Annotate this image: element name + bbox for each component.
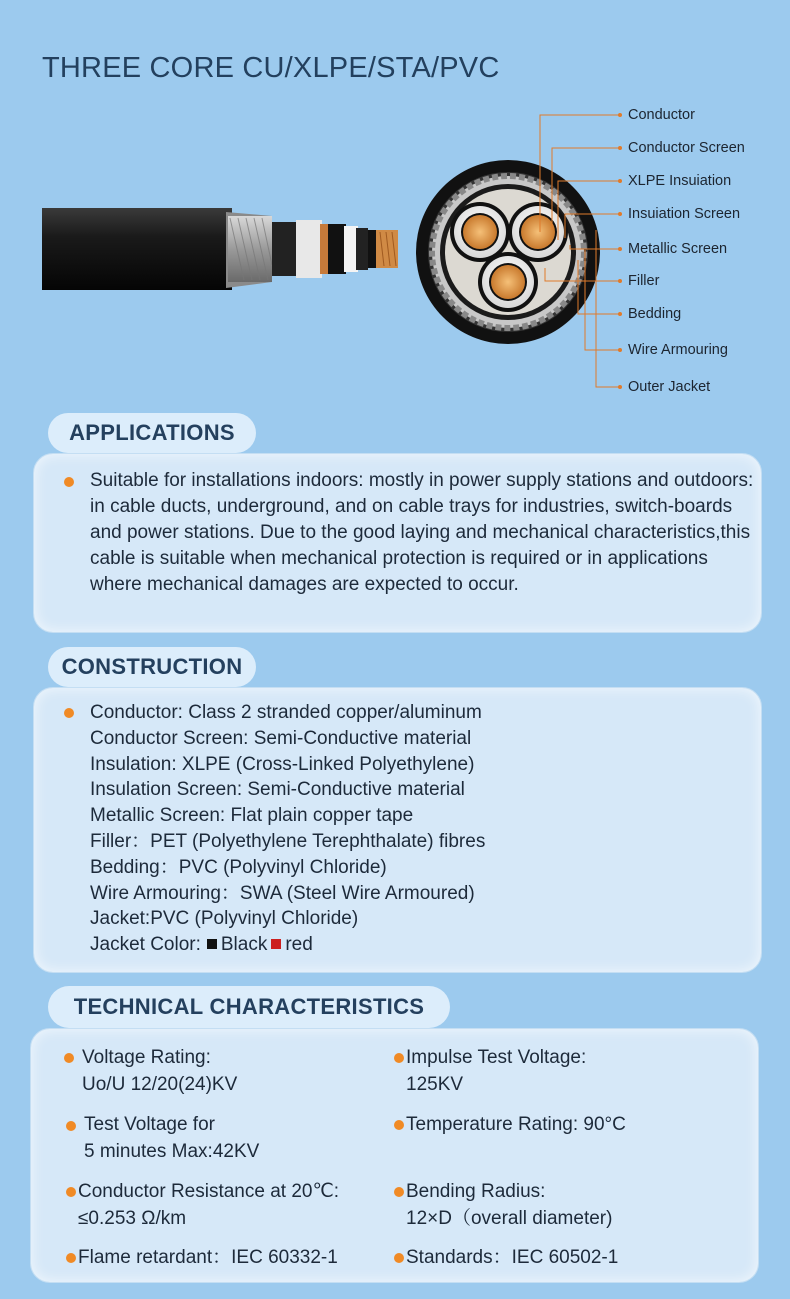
bending-radius (406, 1178, 612, 1232)
black-swatch-icon (207, 939, 217, 949)
construction-item: Bedding：PVC (Polyvinyl Chloride) (90, 856, 387, 878)
jacket-color-row (90, 932, 485, 958)
label-filler: Filler (628, 273, 660, 289)
impulse-bullet (394, 1053, 404, 1063)
cable-cross-section (416, 160, 600, 344)
label-insulation-screen: Insuiation Screen (628, 206, 741, 222)
resistance-bullet (66, 1187, 76, 1197)
technical-heading: TECHNICAL CHARACTERISTICS (48, 986, 450, 1028)
label-conductor: Conductor (628, 107, 695, 123)
applications-heading: APPLICATIONS (48, 413, 256, 453)
temperature-rating: Temperature Rating: 90°C (406, 1114, 626, 1135)
temperature-bullet (394, 1120, 404, 1130)
bending-label: Bending Radius: (406, 1181, 546, 1202)
construction-item: Metallic Screen: Flat plain copper tape (90, 805, 414, 827)
voltage-rating-value: Uo/U 12/20(24)KV (82, 1074, 238, 1095)
construction-bullet (64, 708, 74, 718)
construction-item: Jacket:PVC (Polyvinyl Chloride) (90, 908, 359, 930)
label-xlpe-insulation: XLPE Insuiation (628, 173, 732, 189)
construction-item: Conductor Screen: Semi-Conductive material (90, 727, 472, 749)
bending-value: 12×D（overall diameter) (406, 1208, 613, 1229)
standards: Standards：IEC 60502-1 (406, 1247, 619, 1268)
applications-text: Suitable for installations indoors: mostly in power supply stations and outdoors: in cable ducts, underground, and on cable trays for industries, switch-boards and power stations. Due to the good laying and mechanical characteristics,this cable is suitable when mechanical protection is required or in applications where mechanical damages are expected to occur. (90, 470, 754, 595)
standards-bullet (394, 1253, 404, 1263)
voltage-bullet (64, 1053, 74, 1063)
conductor-resistance (78, 1178, 339, 1232)
test-voltage-bullet (66, 1121, 76, 1131)
test-voltage-value: 5 minutes Max:42KV (84, 1141, 260, 1162)
construction-item: Insulation Screen: Semi-Conductive material (90, 779, 465, 801)
test-voltage (84, 1111, 259, 1165)
bending-bullet (394, 1187, 404, 1197)
voltage-rating (82, 1044, 237, 1098)
impulse-test-voltage (406, 1044, 586, 1098)
impulse-value: 125KV (406, 1074, 464, 1095)
resistance-value: ≤0.253 Ω/km (78, 1208, 187, 1229)
jacket-color-label: Jacket Color: (90, 934, 201, 956)
construction-item: Wire Armouring：SWA (Steel Wire Armoured) (90, 882, 475, 904)
impulse-label: Impulse Test Voltage: (406, 1047, 587, 1068)
label-outer-jacket: Outer Jacket (628, 379, 711, 395)
flame-retardant: Flame retardant：IEC 60332-1 (78, 1247, 338, 1268)
cable-side-view (42, 208, 398, 290)
flame-bullet (66, 1253, 76, 1263)
construction-item: Conductor: Class 2 stranded copper/aluminum (90, 702, 482, 723)
resistance-label: Conductor Resistance at 20℃: (78, 1181, 340, 1202)
construction-item: Filler：PET (Polyethylene Terephthalate) fibres (90, 830, 486, 852)
jacket-color-red: red (285, 934, 313, 956)
applications-bullet (64, 477, 74, 487)
label-bedding: Bedding (628, 306, 682, 322)
page-title: THREE CORE CU/XLPE/STA/PVC (42, 52, 500, 84)
label-wire-armouring: Wire Armouring (628, 342, 728, 358)
red-swatch-icon (271, 939, 281, 949)
label-conductor-screen: Conductor Screen (628, 140, 745, 156)
voltage-rating-label: Voltage Rating: (82, 1047, 211, 1068)
test-voltage-label: Test Voltage for (84, 1114, 215, 1135)
construction-list (90, 700, 485, 958)
construction-item: Insulation: XLPE (Cross-Linked Polyethylene) (90, 753, 475, 775)
jacket-color-black: Black (220, 934, 268, 956)
label-metallic-screen: Metallic Screen (628, 241, 728, 257)
construction-heading: CONSTRUCTION (48, 647, 256, 687)
